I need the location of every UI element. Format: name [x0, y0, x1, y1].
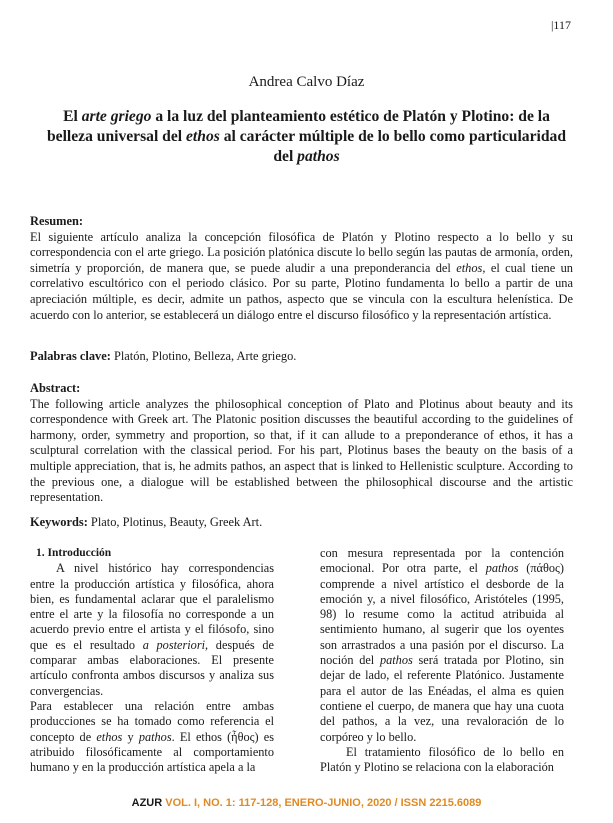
abstract-text: The following article analyzes the philosophical conception of Plato and Plotinus about beauty and its correspondence with Greek art. The Platonic position discusses the beautiful according to the guidelines of harmony, order, symmetry and proportion, so that, if it can allude to a preponderance of ethos, it has a sculptural correlation with the classical period. For his part, Plotinus bases the beauty on the basis of a multiple appreciation, that is, he admits pathos, an aspect that is linked to Hellenistic sculpture. According to the previous one, a dialogue will be established between the philosophical discourse and the artistic representation.: [30, 396, 573, 505]
palabras-clave-label: Palabras clave:: [30, 349, 111, 363]
journal-meta: VOL. I, NO. 1: 117-128, ENERO-JUNIO, 2020 / ISSN 2215.6089: [165, 797, 482, 809]
article-title: El arte griego a la luz del planteamiento estético de Platón y Plotino: de la belleza universal del ethos al carácter múltiple de lo bello como particularidad del pathos: [46, 108, 567, 165]
intro-paragraph-1: A nivel histórico hay correspondencias entre la producción artística y filosófica, ahora bien, es fundamental aclarar que el paralelismo entre el arte y la filosofía no corresponde a un acuerdo previo entre el artista y el filósofo, sino que es el resultado a posteriori, después de comparar ambas elaboraciones. El presente artículo confronta ambos discursos y analiza sus convergencias.: [30, 561, 275, 698]
left-column: [30, 546, 274, 775]
intro-paragraph-3: con mesura representada por la contención emocional. Por otra parte, el pathos (πάθος) comprende a nivel artístico el desborde de la emoción y, a nivel filosófico, Aristóteles (1995, 98) lo resume como la actitud atribuida al sentimiento humano, al sugerir que los oyentes son arrastrados a una pasión por el discurso. La noción del pathos será tratada por Plotino, sin dejar de lado, el referente Platónico. Justamente para el autor de las Enéadas, el alma es quien contiene el cuerpo, de manera que hay una cuota del pathos, a la vez, una revaloración de lo corpóreo y lo bello.: [320, 546, 565, 744]
right-column: [320, 546, 564, 775]
intro-paragraph-4: El tratamiento filosófico de lo bello en Platón y Plotino se relaciona con la elaboración: [320, 744, 564, 775]
palabras-clave: [30, 349, 573, 365]
keywords: [30, 515, 573, 531]
resumen-section: [30, 214, 573, 323]
author-name: Andrea Calvo Díaz: [248, 74, 365, 90]
journal-footer: [0, 797, 613, 809]
journal-name: AZUR: [131, 797, 163, 809]
intro-heading: 1. Introducción: [36, 547, 112, 559]
palabras-clave-text: Platón, Plotino, Belleza, Arte griego.: [110, 349, 297, 363]
page-number: |117: [551, 18, 571, 32]
abstract-section: [30, 381, 573, 506]
resumen-text: El siguiente artículo analiza la concepción filosófica de Platón y Plotino respecto a lo bello y su correspondencia con el arte griego. La posición platónica discute lo bello según las pautas de armonía, orden, simetría y proporción, de manera que, se puede aludir a una preponderancia del ethos, el cual tiene un correlativo escultórico con el periodo clásico. Por su parte, Plotino fundamenta lo bello a partir de una apreciación múltiple, es decir, admite un pathos, aspecto que se vincula con la escultura helenística. De acuerdo con lo anterior, se establecerá un diálogo entre el discurso filosófico y la representación artística.: [30, 229, 573, 322]
abstract-heading: Abstract:: [30, 381, 81, 395]
keywords-text: Plato, Plotinus, Beauty, Greek Art.: [87, 515, 263, 529]
resumen-heading: Resumen:: [30, 214, 83, 228]
intro-paragraph-2: Para establecer una relación entre ambas producciones se ha tomado como referencia el concepto de ethos y pathos. El ethos (ἦθος) es atribuido filosóficamente al comportamiento humano y en la producción artística apela a la: [30, 698, 275, 775]
keywords-label: Keywords:: [30, 515, 88, 529]
